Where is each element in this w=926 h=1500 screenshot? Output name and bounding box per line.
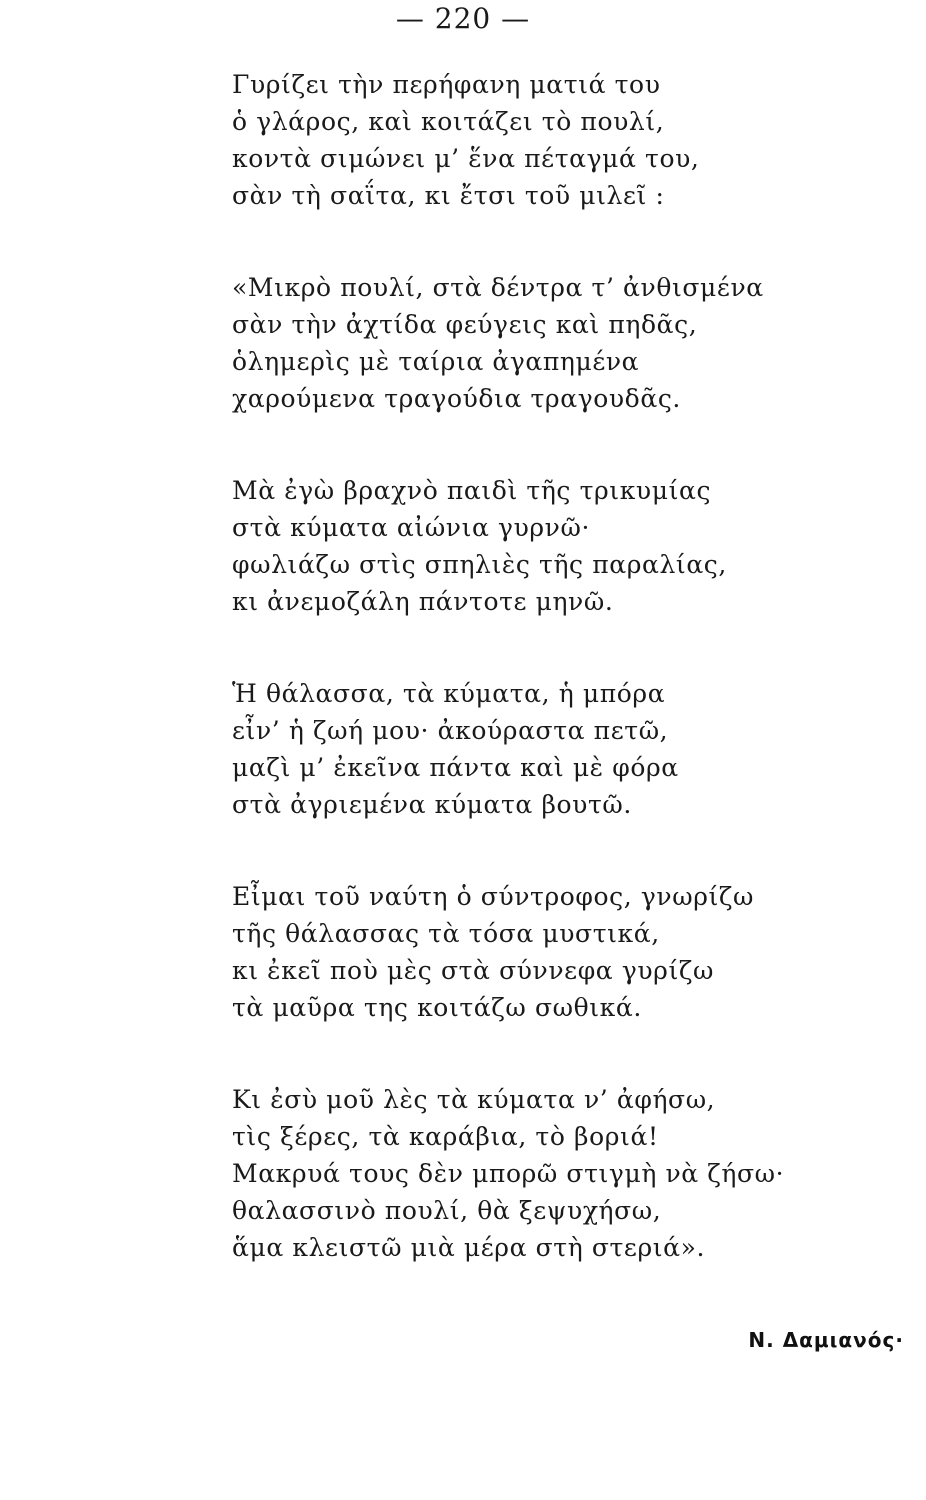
poem-line: σὰν τὴ σαΐτα, κι ἔτσι τοῦ μιλεῖ : — [232, 181, 665, 210]
page-number: — 220 — — [395, 2, 531, 35]
poem-line: θαλασσινὸ πουλί, θὰ ξεψυχήσω, — [232, 1196, 662, 1225]
poem — [232, 66, 872, 1321]
poem-line: χαρούμενα τραγούδια τραγουδᾶς. — [232, 384, 681, 413]
author-signature: Ν. Δαμιανός· — [748, 1328, 904, 1352]
poem-line: Μὰ ἐγὼ βραχνὸ παιδὶ τῆς τρικυμίας — [232, 476, 712, 505]
poem-line: Εἶμαι τοῦ ναύτη ὁ σύντροφος, γνωρίζω — [232, 882, 755, 911]
poem-line: σὰν τὴν ἀχτίδα φεύγεις καὶ πηδᾶς, — [232, 310, 698, 339]
stanza-1 — [232, 66, 872, 214]
poem-line: κι ἐκεῖ ποὺ μὲς στὰ σύννεφα γυρίζω — [232, 956, 714, 985]
stanza-3 — [232, 472, 872, 620]
poem-line: κοντὰ σιμώνει μ’ ἕνα πέταγμά του, — [232, 144, 700, 173]
poem-line: «Μικρὸ πουλί, στὰ δέντρα τ’ ἀνθισμένα — [232, 273, 764, 302]
poem-line: Ἡ θάλασσα, τὰ κύματα, ἡ μπόρα — [232, 679, 666, 708]
poem-line: εἶν’ ἡ ζωή μου· ἀκούραστα πετῶ, — [232, 716, 669, 745]
poem-line: Γυρίζει τὴν περήφανη ματιά του — [232, 70, 661, 99]
stanza-4 — [232, 675, 872, 823]
poem-line: στὰ ἀγριεμένα κύματα βουτῶ. — [232, 790, 632, 819]
poem-line: Κι ἐσὺ μοῦ λὲς τὰ κύματα ν’ ἀφήσω, — [232, 1085, 716, 1114]
poem-line: ἅμα κλειστῶ μιὰ μέρα στὴ στεριά». — [232, 1233, 706, 1262]
poem-line: μαζὶ μ’ ἐκεῖνα πάντα καὶ μὲ φόρα — [232, 753, 679, 782]
poem-line: τῆς θάλασσας τὰ τόσα μυστικά, — [232, 919, 660, 948]
stanza-5 — [232, 878, 872, 1026]
stanza-6 — [232, 1081, 872, 1266]
poem-line: στὰ κύματα αἰώνια γυρνῶ· — [232, 513, 591, 542]
poem-line: Μακρυά τους δὲν μπορῶ στιγμὴ νὰ ζήσω· — [232, 1159, 785, 1188]
stanza-2 — [232, 269, 872, 417]
poem-line: κι ἀνεμοζάλη πάντοτε μηνῶ. — [232, 587, 614, 616]
poem-line: ὁ γλάρος, καὶ κοιτάζει τὸ πουλί, — [232, 107, 665, 136]
poem-line: φωλιάζω στὶς σπηλιὲς τῆς παραλίας, — [232, 550, 727, 579]
poem-line: τὰ μαῦρα της κοιτάζω σωθικά. — [232, 993, 642, 1022]
poem-line: τὶς ξέρες, τὰ καράβια, τὸ βοριά! — [232, 1122, 659, 1151]
poem-line: ὁλημερὶς μὲ ταίρια ἀγαπημένα — [232, 347, 640, 376]
